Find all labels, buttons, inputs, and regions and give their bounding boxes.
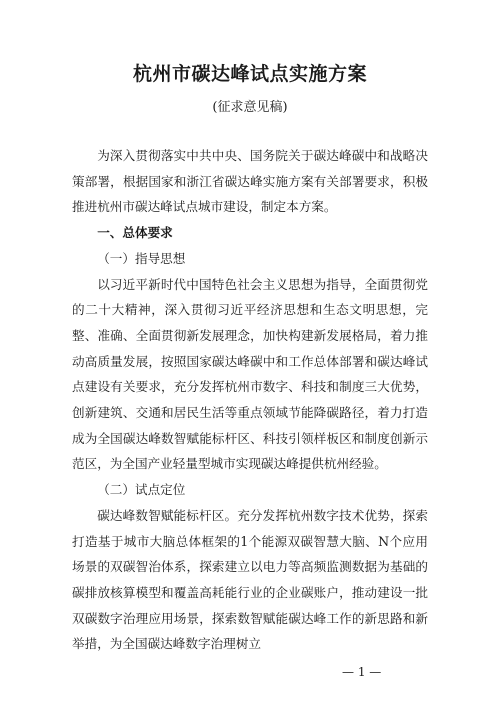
subsection-heading-guiding-ideology: （一）指导思想 <box>97 250 186 266</box>
subsection-heading-pilot-positioning: （二）试点定位 <box>97 482 186 498</box>
document-title: 杭州市碳达峰试点实施方案 <box>132 63 367 85</box>
page-number: — 1 — <box>342 665 382 679</box>
section-heading-general-requirements: 一、总体要求 <box>97 225 173 241</box>
document-body <box>72 143 428 657</box>
intro-paragraph: 为深入贯彻落实中共中央、国务院关于碳达峰碳中和战略决策部署，根据国家和浙江省碳达峰实施方案有关部署要求，积极推进杭州市碳达峰试点城市建设，制定本方案。 <box>72 148 428 215</box>
guiding-ideology-paragraph: 以习近平新时代中国特色社会主义思想为指导，全面贯彻党的二十大精神，深入贯彻习近平经济思想和生态文明思想，完整、准确、全面贯彻新发展理念，加快构建新发展格局，着力推动高质量发展，按照国家碳达峰碳中和工作总体部署和碳达峰试点建设有关要求，充分发挥杭州市数字、科技和制度三大优势，创新建筑、交通和居民生活等重点领域节能降碳路径，着力打造成为全国碳达峰数智赋能标杆区、科技引领样板区和制度创新示范区，为全国产业轻量型城市实现碳达峰提供杭州经验。 <box>72 276 428 472</box>
pilot-positioning-paragraph: 碳达峰数智赋能标杆区。充分发挥杭州数字技术优势，探索打造基于城市大脑总体框架的1个能源双碳智慧大脑、N个应用场景的双碳智治体系，探索建立以电力等高频监测数据为基础的碳排放核算模型和覆盖高耗能行业的企业碳账户，推动建设一批双碳数字治理应用场景，探索数智赋能碳达峰工作的新思路和新举措，为全国碳达峰数字治理树立 <box>72 507 428 652</box>
document-subtitle: (征求意见稿) <box>212 100 288 115</box>
